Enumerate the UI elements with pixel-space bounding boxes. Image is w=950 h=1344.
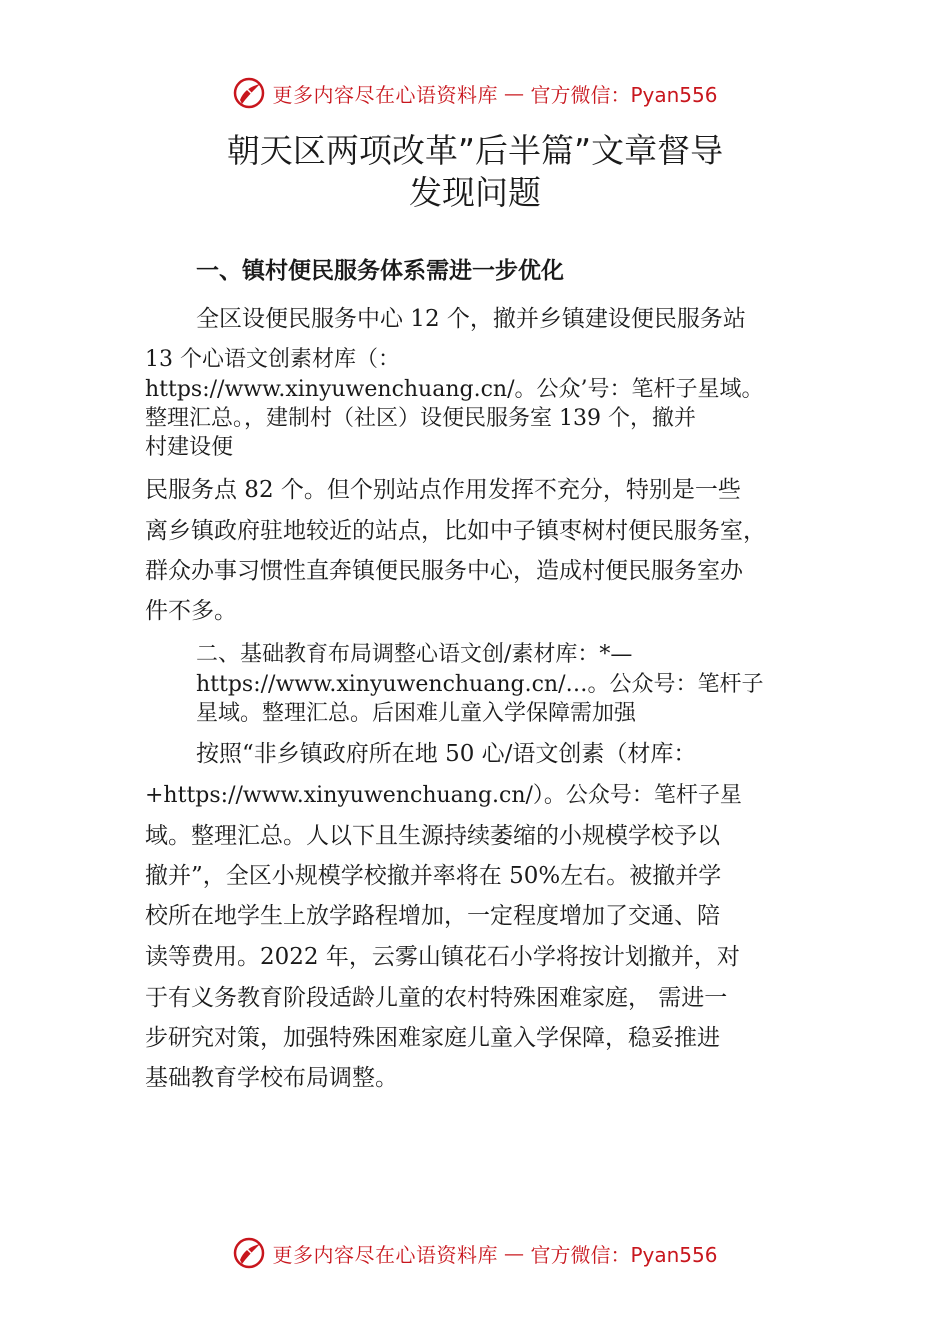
logo-icon	[232, 76, 266, 110]
watermark-separator: —	[503, 81, 525, 105]
watermark-separator: —	[503, 1241, 525, 1265]
section1-line: https://www.xinyuwenchuang.cn/。公众’号：笔杆子星域。	[145, 377, 764, 402]
section1-line: 全区设便民服务中心 12 个，撤并乡镇建设便民服务站	[196, 306, 746, 332]
watermark-banner-top	[0, 73, 950, 113]
section2-line: 撤并”，全区小规模学校撤并率将在 50%左右。被撤并学	[145, 863, 722, 889]
section1-line: 离乡镇政府驻地较近的站点，比如中子镇枣树村便民服务室，	[145, 518, 766, 544]
section2-heading-line: 星域。整理汇总。后困难儿童入学保障需加强	[196, 701, 637, 726]
section1-line: 整理汇总。，建制村（社区）设便民服务室 139 个，撤并	[145, 406, 696, 431]
section1-line: 村建设便	[145, 435, 234, 460]
section2-line: 按照“非乡镇政府所在地 50 心/语文创素（材库：	[196, 741, 697, 767]
section1-line: 件不多。	[145, 598, 237, 624]
section2-line: 基础教育学校布局调整。	[145, 1065, 398, 1091]
watermark-contact: 官方微信：Pyan556	[530, 82, 718, 107]
section1-line: 民服务点 82 个。但个别站点作用发挥不充分，特别是一些	[145, 477, 741, 503]
document-title-line2: 发现问题	[409, 173, 541, 212]
section1-line: 13 个心语文创素材库（：	[145, 347, 400, 372]
document-title-line1: 朝天区两项改革”后半篇”文章督导	[226, 131, 724, 170]
section2-line: 于有义务教育阶段适龄儿童的农村特殊困难家庭， 需进一	[145, 985, 728, 1011]
section1-heading: 一、镇村便民服务体系需进一步优化	[196, 258, 564, 284]
section2-line: 校所在地学生上放学路程增加，一定程度增加了交通、陪	[145, 903, 720, 929]
section2-heading-line: https://www.xinyuwenchuang.cn/…。公众号：笔杆子	[196, 672, 764, 697]
watermark-text: 更多内容尽在心语资料库	[272, 82, 498, 107]
watermark-banner-bottom	[0, 1233, 950, 1273]
section1-line: 群众办事习惯性直奔镇便民服务中心，造成村便民服务室办	[145, 558, 743, 584]
section2-line: 读等费用。2022 年，云雾山镇花石小学将按计划撤并，对	[145, 944, 740, 970]
watermark-text: 更多内容尽在心语资料库	[272, 1242, 498, 1267]
section2-line: +https://www.xinyuwenchuang.cn/）。公众号：笔杆子星	[145, 783, 742, 808]
logo-icon	[232, 1236, 266, 1270]
section2-line: 步研究对策，加强特殊困难家庭儿童入学保障，稳妥推进	[145, 1025, 720, 1051]
section2-heading-line: 二、基础教育布局调整心语文创/素材库：*—	[196, 642, 633, 667]
watermark-contact: 官方微信：Pyan556	[530, 1242, 718, 1267]
section2-line: 域。整理汇总。人以下且生源持续萎缩的小规模学校予以	[145, 823, 720, 849]
